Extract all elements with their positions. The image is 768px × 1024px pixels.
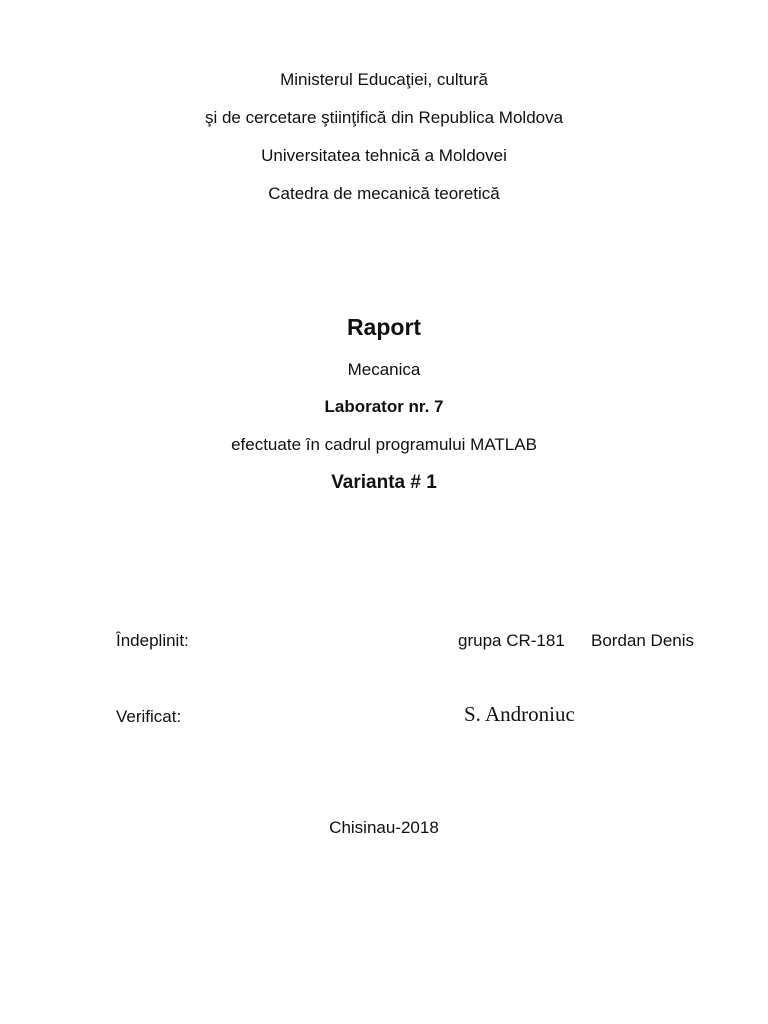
done-label: Îndeplinit: — [116, 631, 189, 650]
lab-number-line: Laborator nr. 7 — [324, 397, 444, 416]
report-title: Raport — [346, 314, 422, 340]
ministry-line: Ministerul Educaţiei, cultură — [280, 70, 488, 89]
university-line: Universitatea tehnică a Moldovei — [261, 146, 507, 165]
checked-label: Verificat: — [116, 707, 182, 726]
group-label: grupa CR-181 — [458, 631, 565, 650]
subject-line: Mecanica — [347, 360, 421, 379]
student-name: Bordan Denis — [591, 631, 695, 650]
city-year-line: Chisinau-2018 — [329, 818, 439, 837]
department-line: Catedra de mecanică teoretică — [268, 184, 500, 203]
variant-line: Varianta # 1 — [331, 472, 437, 493]
teacher-name: S. Androniuc — [464, 702, 575, 726]
ministry-continuation-line: şi de cercetare ştiinţifică din Republica Moldova — [204, 108, 564, 127]
program-line: efectuate în cadrul programului MATLAB — [231, 435, 537, 454]
